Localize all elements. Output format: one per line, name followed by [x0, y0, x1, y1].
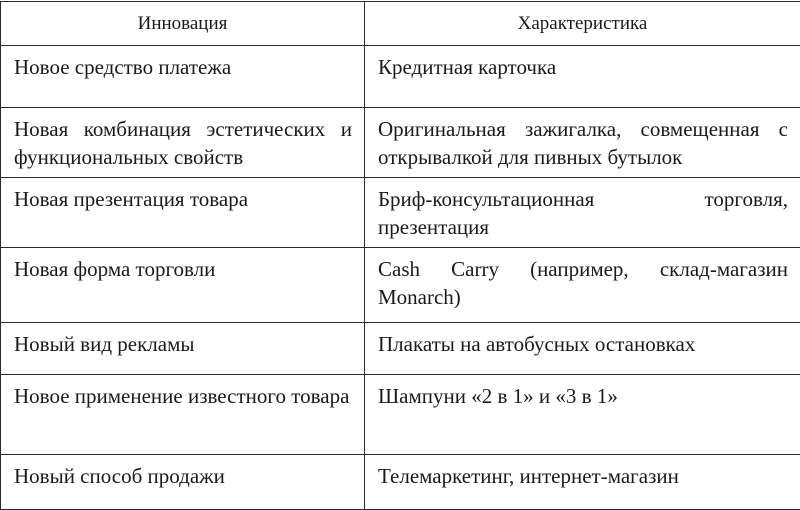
table-row [1, 178, 800, 248]
characteristic-cell: Бриф-консультационная торговля, презентация [365, 178, 800, 248]
table-row [1, 248, 800, 323]
innovation-cell: Новая форма торговли [1, 248, 365, 323]
table-row [1, 323, 800, 375]
characteristic-cell: Оригинальная зажигалка, совмещенная с открывалкой для пивных бутылок [365, 108, 800, 178]
characteristic-cell: Телемаркетинг, интернет-магазин [365, 455, 800, 510]
table-body [1, 46, 800, 510]
innovation-cell: Новое применение известного товара [1, 375, 365, 455]
header-characteristic: Характеристика [365, 2, 800, 46]
innovation-cell: Новый вид рекламы [1, 323, 365, 375]
table-row [1, 108, 800, 178]
innovation-cell: Новая комбинация эстетических и функциональных свойств [1, 108, 365, 178]
header-row [1, 2, 800, 46]
characteristic-cell: Кредитная карточка [365, 46, 800, 108]
characteristic-cell: Плакаты на автобусных остановках [365, 323, 800, 375]
innovation-table [0, 1, 800, 510]
characteristic-cell: Cash Carry (например, склад-магазин Monarch) [365, 248, 800, 323]
header-innovation: Инновация [1, 2, 365, 46]
innovation-cell: Новое средство платежа [1, 46, 365, 108]
table-header [1, 2, 800, 46]
table-row [1, 375, 800, 455]
innovation-cell: Новый способ продажи [1, 455, 365, 510]
table-row [1, 455, 800, 510]
innovation-cell: Новая презентация товара [1, 178, 365, 248]
table-row [1, 46, 800, 108]
characteristic-cell: Шампуни «2 в 1» и «3 в 1» [365, 375, 800, 455]
